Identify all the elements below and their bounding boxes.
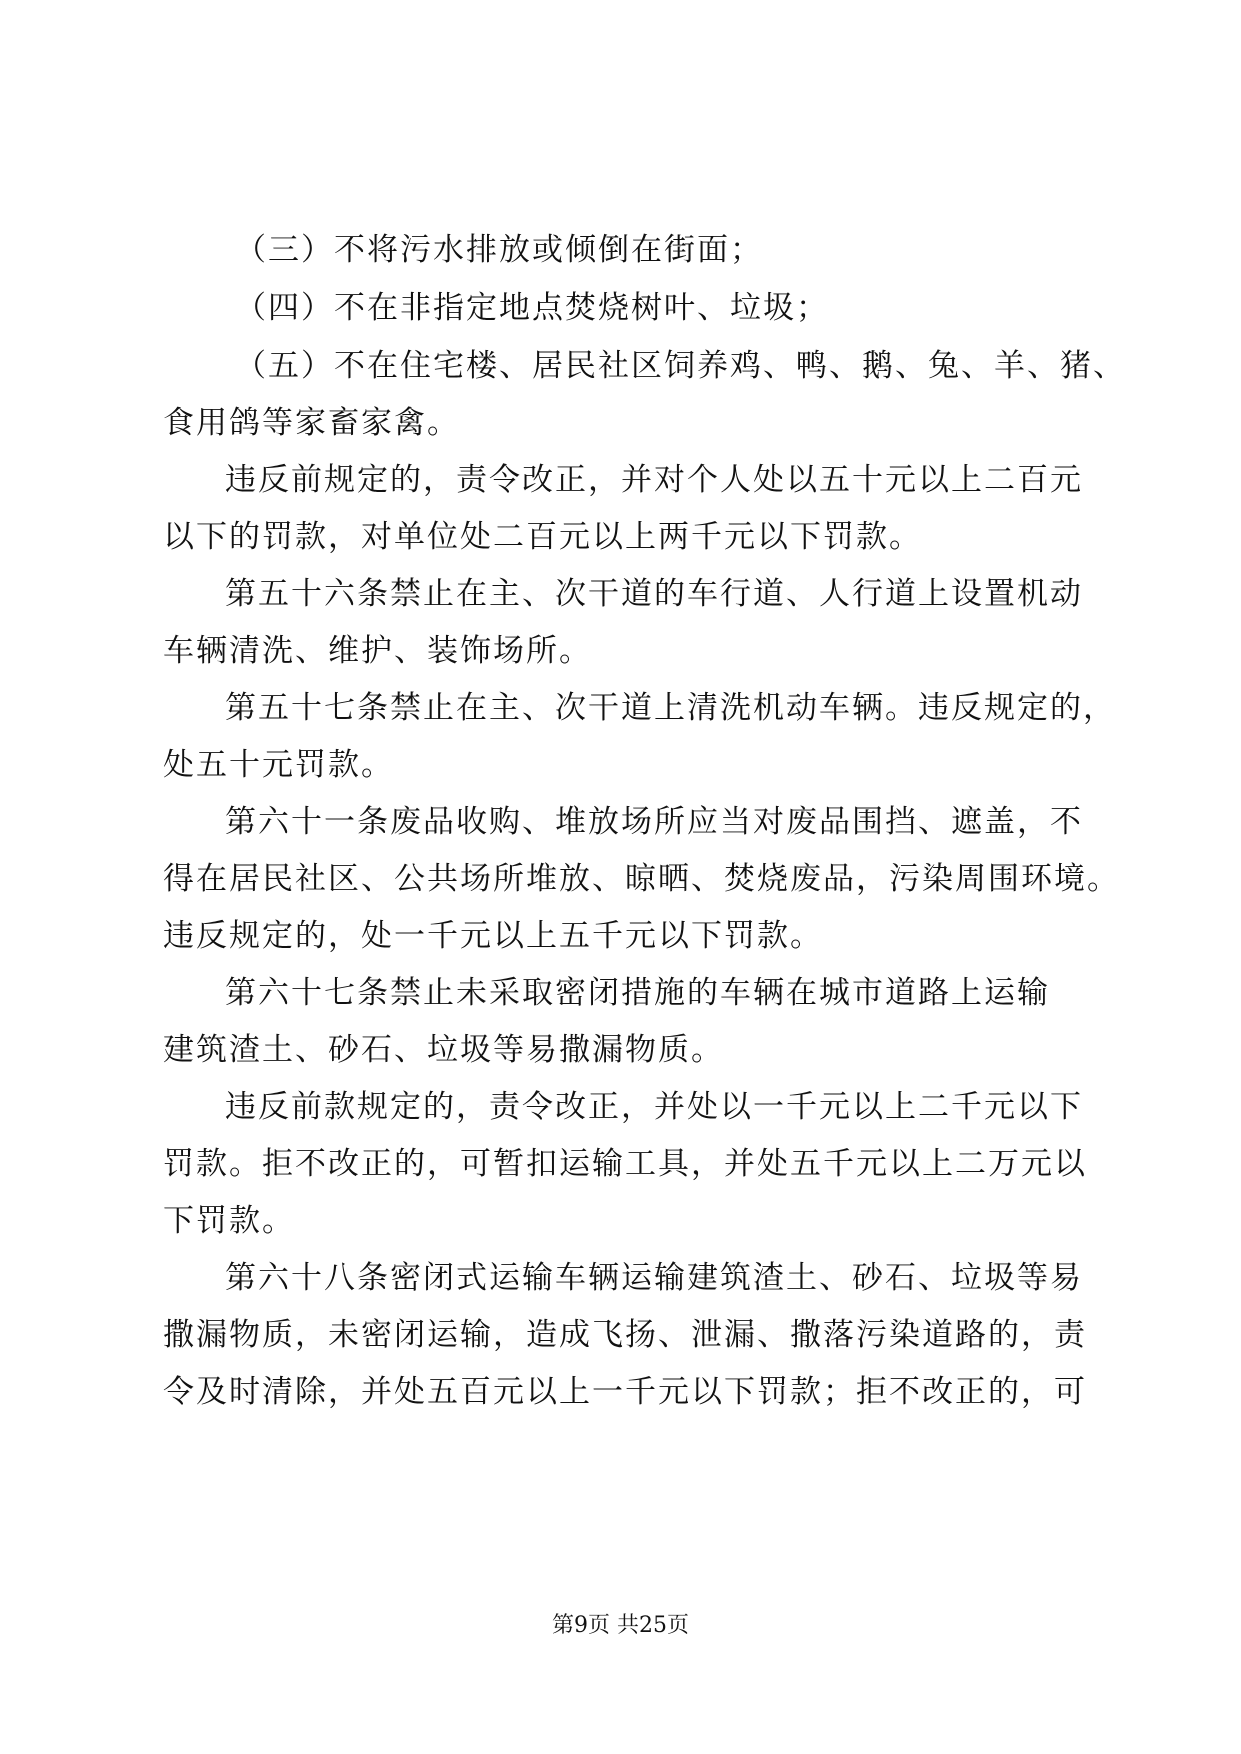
text-line: 第五十七条禁止在主、次干道上清洗机动车辆。违反规定的，: [225, 690, 1116, 726]
text-line: 以下的罚款，对单位处二百元以上两千元以下罚款。: [163, 519, 922, 555]
text-line: 违反前款规定的，责令改正，并处以一千元以上二千元以下: [225, 1089, 1083, 1125]
text-line: 罚款。拒不改正的，可暂扣运输工具，并处五千元以上二万元以: [163, 1146, 1087, 1182]
text-line: 第六十一条废品收购、堆放场所应当对废品围挡、遮盖，不: [225, 804, 1083, 840]
page-number-footer: 第9页 共25页: [552, 1613, 689, 1638]
text-line: （五）不在住宅楼、居民社区饲养鸡、鸭、鹅、兔、羊、猪、: [235, 348, 1126, 384]
text-line: 第六十八条密闭式运输车辆运输建筑渣土、砂石、垃圾等易: [225, 1260, 1083, 1296]
text-line: 第五十六条禁止在主、次干道的车行道、人行道上设置机动: [225, 576, 1083, 612]
text-line: 令及时清除，并处五百元以上一千元以下罚款；拒不改正的，可: [163, 1374, 1087, 1410]
text-line: 违反前规定的，责令改正，并对个人处以五十元以上二百元: [225, 462, 1083, 498]
text-line: 车辆清洗、维护、装饰场所。: [163, 633, 592, 669]
text-line: （四）不在非指定地点焚烧树叶、垃圾；: [235, 290, 829, 326]
text-line: 处五十元罚款。: [163, 747, 394, 783]
text-line: 违反规定的，处一千元以上五千元以下罚款。: [163, 918, 823, 954]
text-line: （三）不将污水排放或倾倒在街面；: [235, 232, 763, 268]
text-line: 得在居民社区、公共场所堆放、晾晒、焚烧废品，污染周围环境。: [163, 861, 1120, 897]
text-line: 食用鸽等家畜家禽。: [163, 405, 460, 441]
text-line: 下罚款。: [163, 1203, 295, 1239]
text-line: 第六十七条禁止未采取密闭措施的车辆在城市道路上运输: [225, 975, 1050, 1011]
text-line: 建筑渣土、砂石、垃圾等易撒漏物质。: [163, 1032, 724, 1068]
text-line: 撒漏物质，未密闭运输，造成飞扬、泄漏、撒落污染道路的，责: [163, 1317, 1087, 1353]
